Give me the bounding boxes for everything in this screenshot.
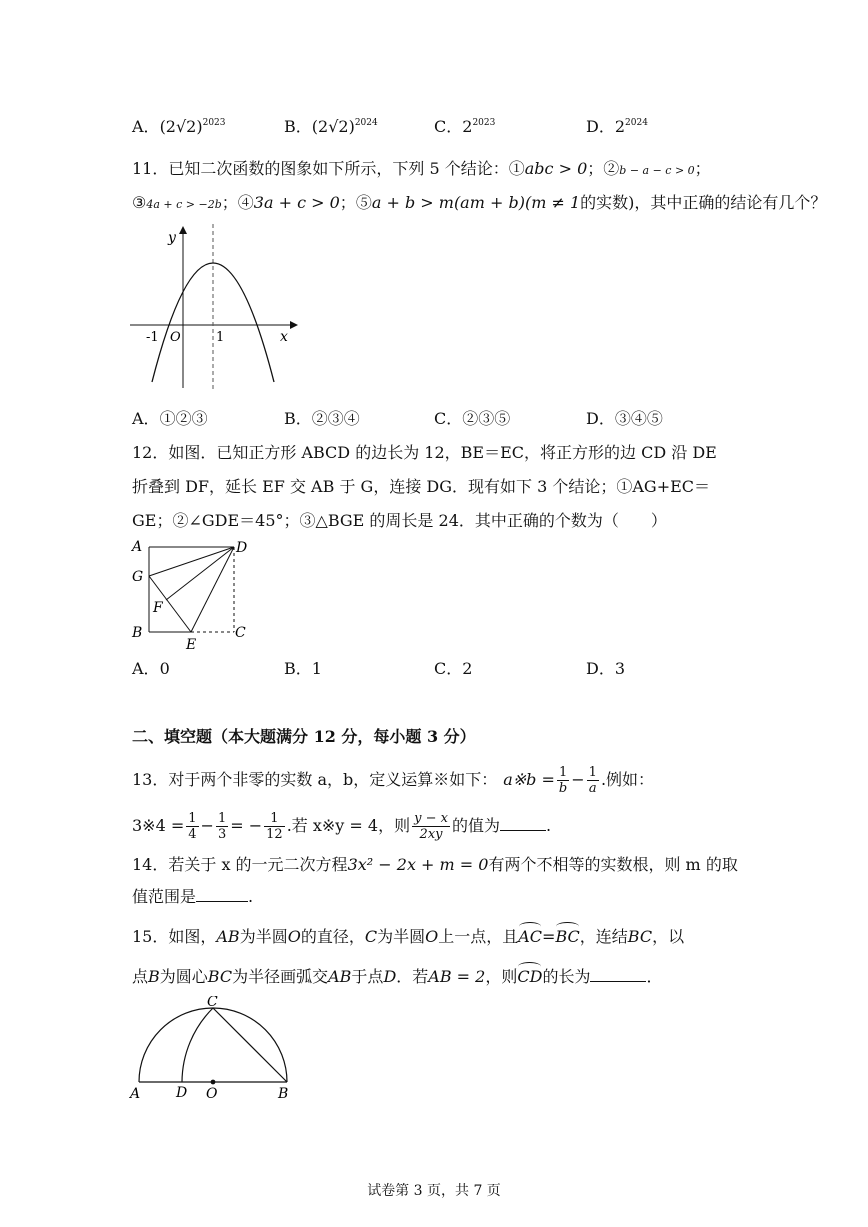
label-b: B bbox=[132, 625, 143, 641]
q12-choice-a[interactable]: A．0 bbox=[132, 659, 170, 678]
q15-line1: 15．如图，AB为半圆O的直径，C为半圆O上一点，且AC=BC，连结BC，以 bbox=[132, 927, 685, 946]
q14-line2: 值范围是 . bbox=[132, 887, 254, 906]
q15-line2: 点B为圆心BC为半径画弧交AB于点D．若AB = 2，则CD的长为 ． bbox=[132, 967, 663, 986]
semicircle-o bbox=[139, 1008, 287, 1082]
q11-choice-a[interactable]: A．①②③ bbox=[132, 409, 208, 428]
q12-choice-d[interactable]: D．3 bbox=[586, 659, 626, 678]
y-axis-label: y bbox=[168, 230, 176, 246]
arc-ac: AC bbox=[518, 927, 543, 946]
q15-semicircle-figure bbox=[126, 996, 300, 1104]
q12-stem-line2: 折叠到 DF，延长 EF 交 AB 于 G，连接 DG．现有如下 3 个结论；①AG+EC＝ bbox=[132, 477, 711, 496]
section-2-heading: 二、填空题（本大题满分 12 分，每小题 3 分） bbox=[132, 727, 476, 746]
label-a: A bbox=[132, 539, 143, 555]
label-e: E bbox=[186, 637, 197, 653]
origin-label: O bbox=[170, 330, 181, 345]
q13-frac-1-over-b: $\frac{1}{b}$ bbox=[558, 765, 568, 796]
neg-one-label: -1 bbox=[146, 330, 159, 345]
page-footer: 试卷第 3 页，共 7 页 bbox=[367, 1183, 501, 1199]
q11-stem-line2: ③4a + c > −2b；④3a + c > 0；⑤a + b > m(am + b)(m ≠ 1的实数)，其中正确的结论有几个？ bbox=[132, 193, 827, 212]
q13-line1: 13．对于两个非零的实数 a，b，定义运算※如下： a※b = $\frac{1}{b}$ − $\frac{1}{a}$ .例如： bbox=[132, 765, 655, 796]
label-b: B bbox=[278, 1086, 289, 1102]
arc-bc: BC bbox=[555, 927, 580, 946]
q11-stem-line1: 11．已知二次函数的图象如下所示，下列 5 个结论：①abc > 0；②b − a − c > 0； bbox=[132, 159, 711, 178]
label-d: D bbox=[176, 1085, 188, 1101]
center-o-dot bbox=[211, 1080, 216, 1085]
q13-ask-fraction: $\frac{y - x}{2xy}$ bbox=[414, 811, 448, 842]
arc-cd: CD bbox=[517, 967, 543, 986]
x-axis-label: x bbox=[280, 329, 288, 345]
label-f: F bbox=[153, 600, 163, 616]
q10-choice-d[interactable]: D．$2^{2024}$ bbox=[586, 117, 648, 136]
q15-answer-blank[interactable] bbox=[590, 967, 646, 982]
q11-choice-d[interactable]: D．③④⑤ bbox=[586, 409, 663, 428]
label-a: A bbox=[130, 1086, 141, 1102]
q10-choice-a[interactable]: A．$(2√2)^{2023}$ bbox=[132, 117, 226, 136]
label-d: D bbox=[236, 540, 248, 556]
segment-df bbox=[166, 547, 234, 600]
label-c: C bbox=[235, 625, 246, 641]
q13-line2: 3※4 = $\frac{1}{4}$ − $\frac{1}{3}$ = − $\frac{1}{12}$ .若 x※y = 4，则 $\frac{y - x}{2xy}$ 的值为 . bbox=[132, 811, 552, 842]
label-g: G bbox=[132, 569, 144, 585]
q12-stem-line1: 12．如图．已知正方形 ABCD 的边长为 12，BE＝EC，将正方形的边 CD 沿 DE bbox=[132, 443, 717, 462]
q12-choice-c[interactable]: C．2 bbox=[434, 659, 473, 678]
arc-cd-drawn bbox=[182, 1008, 213, 1082]
q14-line1: 14．若关于 x 的一元二次方程3x² − 2x + m = 0有两个不相等的实数根，则 m 的取 bbox=[132, 855, 738, 874]
label-o: O bbox=[206, 1086, 218, 1102]
q13-frac-1-over-a: $\frac{1}{a}$ bbox=[588, 765, 597, 796]
q12-choice-b[interactable]: B．1 bbox=[284, 659, 322, 678]
q12-square-figure bbox=[128, 536, 254, 656]
q14-answer-blank[interactable] bbox=[196, 887, 248, 902]
q12-stem-line3: GE；②∠GDE＝45°；③△BGE 的周长是 24．其中正确的个数为（ ） bbox=[132, 511, 667, 530]
label-c: C bbox=[207, 996, 218, 1010]
y-axis-arrow bbox=[179, 226, 187, 234]
q10-choice-c[interactable]: C．$2^{2023}$ bbox=[434, 117, 496, 136]
q11-parabola-graph bbox=[126, 222, 306, 394]
q11-choice-b[interactable]: B．②③④ bbox=[284, 409, 360, 428]
chord-bc bbox=[213, 1008, 287, 1082]
one-label: 1 bbox=[216, 330, 225, 345]
q11-choice-c[interactable]: C．②③⑤ bbox=[434, 409, 511, 428]
q13-answer-blank[interactable] bbox=[500, 816, 546, 831]
x-axis-arrow bbox=[290, 321, 298, 329]
q10-choice-b[interactable]: B．$(2√2)^{2024}$ bbox=[284, 117, 378, 136]
